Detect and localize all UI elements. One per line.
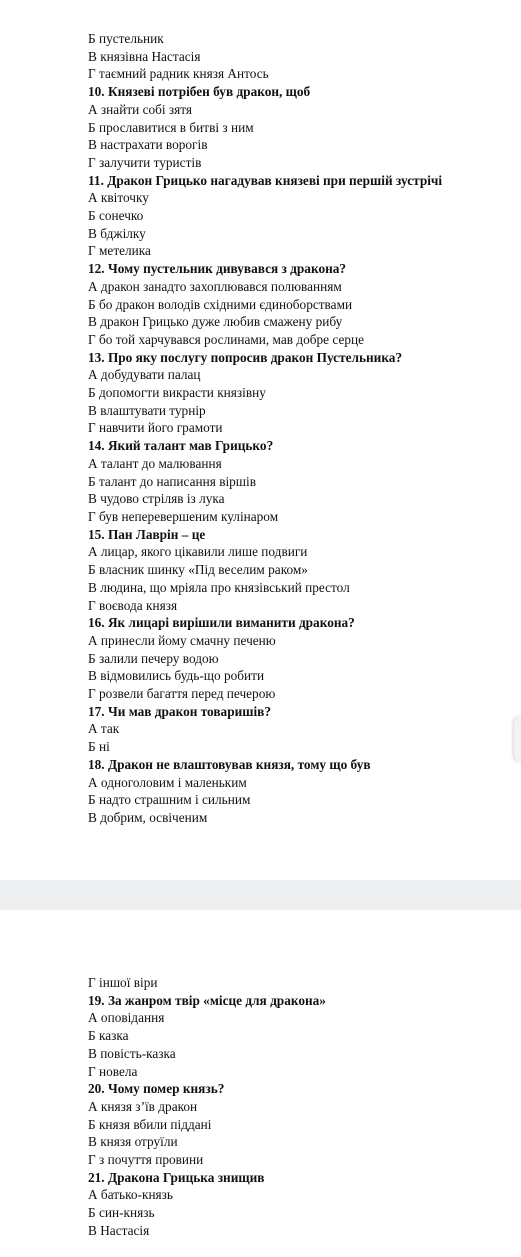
answer-option: А так — [88, 721, 120, 737]
answer-option: Г був неперевершеним кулінаром — [88, 508, 279, 524]
answer-option: В людина, що мріяла про князівський престол — [88, 579, 350, 595]
answer-option: В повість-казка — [88, 1045, 176, 1061]
answer-option: В дракон Грицько дуже любив смажену рибу — [88, 314, 343, 330]
question-text: 20. Чому помер князь? — [88, 1081, 225, 1097]
answer-option: Г новела — [88, 1063, 138, 1079]
question-text: 15. Пан Лаврін – це — [88, 526, 206, 542]
answer-option: А батько-князь — [88, 1187, 173, 1203]
question-text: 16. Як лицарі вирішили виманити дракона? — [88, 615, 355, 631]
answer-option: Б син-князь — [88, 1205, 155, 1221]
answer-option: Б пустельник — [88, 31, 164, 46]
answer-option: А знайти собі зятя — [88, 101, 193, 117]
answer-option: Б бо дракон володів східними єдиноборствами — [88, 296, 353, 312]
answer-option: Б талант до написання віршів — [88, 473, 257, 489]
answer-option: Г залучити туристів — [88, 154, 202, 170]
answer-option: Г таємний радник князя Антось — [88, 66, 269, 82]
answer-option: В князівна Настасія — [88, 48, 201, 64]
question-text: 21. Дракона Грицька знищив — [88, 1169, 265, 1185]
answer-option: А добудувати палац — [88, 367, 201, 383]
answer-option: А лицар, якого цікавили лише подвиги — [88, 544, 308, 560]
answer-option: В відмовились будь-що робити — [88, 668, 265, 684]
answer-option: А принесли йому смачну печеню — [88, 632, 276, 648]
answer-option: В чудово стріляв із лука — [88, 491, 225, 507]
question-text: 18. Дракон не влаштовував князя, тому що був — [88, 756, 371, 772]
answer-option: А одноголовим і маленьким — [88, 774, 247, 790]
answer-option: А дракон занадто захоплювався полюванням — [88, 278, 342, 294]
answer-option: А князя з’їв дракон — [88, 1098, 198, 1114]
answer-option: Б власник шинку «Під веселим раком» — [88, 562, 308, 578]
answer-option: Г розвели багаття перед печерою — [88, 686, 276, 702]
question-text: 11. Дракон Грицько нагадував князеві при першій зустрічі — [88, 172, 443, 188]
answer-option: А квіточку — [88, 190, 149, 206]
question-text: 10. Князеві потрібен був дракон, щоб — [88, 84, 311, 100]
answer-option: Г іншої віри — [88, 975, 158, 990]
question-text: 13. Про яку послугу попросив дракон Пустельника? — [88, 349, 403, 365]
answer-option: Г бо той харчувався рослинами, мав добре серце — [88, 331, 365, 347]
answer-option: В князя отруїли — [88, 1134, 178, 1150]
answer-option: А оповідання — [88, 1010, 165, 1026]
answer-option: Г з почуття провини — [88, 1152, 204, 1168]
answer-option: Г метелика — [88, 243, 151, 259]
answer-option: Б сонечко — [88, 208, 144, 224]
answer-option: Б ні — [88, 739, 110, 755]
document-page-2 — [0, 910, 521, 1257]
answer-option: В настрахати ворогів — [88, 137, 208, 153]
page-2-text — [88, 974, 521, 1240]
answer-option: А талант до малювання — [88, 455, 222, 471]
answer-option: В Настасія — [88, 1222, 150, 1238]
answer-option: В бджілку — [88, 225, 146, 241]
answer-option: В добрим, освіченим — [88, 809, 208, 825]
question-text: 17. Чи мав дракон товаришів? — [88, 703, 272, 719]
answer-option: Г навчити його грамоти — [88, 420, 223, 436]
question-text: 19. За жанром твір «місце для дракона» — [88, 992, 326, 1008]
page-1-text — [88, 30, 521, 827]
answer-option: Б надто страшним і сильним — [88, 792, 251, 808]
answer-option: Г воєвода князя — [88, 597, 178, 613]
page-separator — [0, 880, 521, 910]
answer-option: Б допомогти викрасти князівну — [88, 385, 266, 401]
question-text: 12. Чому пустельник дивувався з дракона? — [88, 261, 347, 277]
answer-option: Б залили печеру водою — [88, 650, 219, 666]
answer-option: В влаштувати турнір — [88, 402, 206, 418]
answer-option: Б князя вбили піддані — [88, 1116, 212, 1132]
question-text: 14. Який талант мав Грицько? — [88, 438, 274, 454]
side-scroll-handle[interactable] — [514, 716, 521, 762]
answer-option: Б казка — [88, 1028, 129, 1044]
answer-option: Б прославитися в битві з ним — [88, 119, 254, 135]
